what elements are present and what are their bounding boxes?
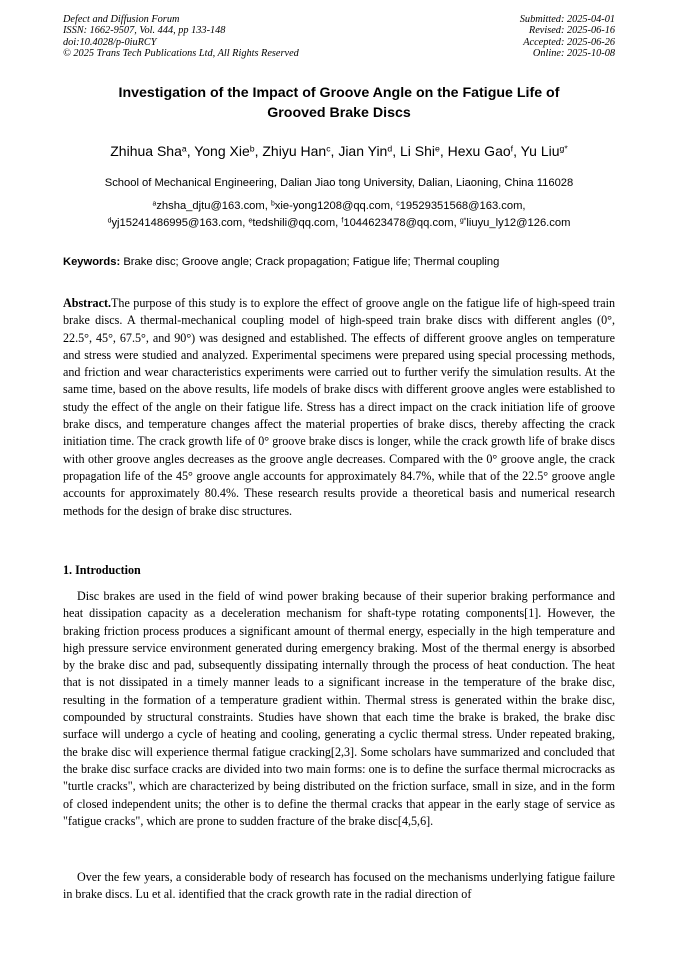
author-name: Yu Liu [520, 143, 560, 159]
accepted-date: Accepted: 2025-06-26 [523, 36, 615, 48]
email-sup: g* [459, 217, 467, 225]
email-sup: b [270, 200, 275, 208]
email-sup: f [341, 217, 344, 225]
author-name: Hexu Gao [447, 143, 511, 159]
email-list [40, 198, 638, 232]
issn: ISSN: 1662-9507, Vol. 444, pp 133-148 [63, 25, 226, 37]
copyright: © 2025 Trans Tech Publications Ltd, All Rights Reserved [63, 48, 299, 60]
section-heading: 1. Introduction [63, 563, 141, 577]
paper-title [63, 83, 615, 123]
email-sup: d [107, 217, 112, 225]
dates-header [520, 14, 615, 60]
author-name: Zhihua Sha [110, 143, 182, 159]
author-sup: c [326, 143, 331, 154]
author-name: Zhiyu Han [262, 143, 327, 159]
email-address[interactable]: 19529351568@163.com, [399, 200, 526, 212]
author-name: Jian Yin [338, 143, 388, 159]
email-line-2 [40, 215, 638, 232]
email-line-1 [40, 198, 638, 215]
abstract-text: The purpose of this study is to explore the effect of groove angle on the fatigue life of high-speed train brake discs. A thermal-mechanical coupling model of high-speed train brake discs with different angles (0°, 22.5°, 45°, 67.5°, and 90°) was designed and established. The effects of different groove angles on temperature and stress were studied and analyzed. Experimental specimens were prepared using special processing methods, and friction and wear characteristics experiments were carried out to further verify the simulation results. At the same time, based on the above results, life models of brake discs with different groove angles were established to study the effect of the angle on their fatigue life. Stress has a direct impact on the crack initiation life of groove brake discs, and temperature changes affect the material properties of brake discs, thereby affecting the crack initiation time. The crack growth life of 0° groove brake discs is longer, while the crack growth life of brake discs with other groove angles decreases as the groove angle decreases. Compared with the 0° groove angle, the crack propagation life of the 45° groove angle accounts for approximately 84.7%, while that of the 22.5° groove angle accounts for approximately 80.4%. These research results provide a theoretical basis and numerical research methods for the design of brake disc structures. [63, 296, 615, 518]
email-address[interactable]: 1044623478@qq.com, [343, 217, 460, 229]
email-address[interactable]: zhsha_djtu@163.com, [156, 200, 271, 212]
email-sup: c [396, 200, 400, 208]
keywords-label: Keywords: [63, 256, 121, 268]
submitted-date: Submitted: 2025-04-01 [519, 14, 615, 25]
email-sup: e [248, 217, 253, 225]
title-line-2: Grooved Brake Discs [267, 105, 411, 121]
affiliation: School of Mechanical Engineering, Dalian Jiao tong University, Dalian, Liaoning, China 116028 [104, 177, 574, 189]
author-name: Yong Xie [194, 143, 250, 159]
online-date: Online: 2025-10-08 [532, 48, 615, 60]
email-address[interactable]: liuyu_ly12@126.com [466, 217, 571, 229]
author-sup: a [181, 143, 187, 154]
journal-header [63, 14, 299, 60]
title-line-1: Investigation of the Impact of Groove Angle on the Fatigue Life of [118, 85, 560, 101]
author-sup: g* [559, 143, 568, 154]
author-list: Zhihua Sha$^a$, Yong Xie$^b$, Zhiyu Han$^c$, Jian Yin$^d$, Li Shi$^e$, Hexu Gao$^f$, Yu Liu$^{g*}$ [110, 143, 568, 159]
author-name: Li Shi [399, 143, 435, 159]
author-sup: f [510, 143, 514, 154]
email-address[interactable]: yj15241486995@163.com, [111, 217, 249, 229]
email-sup: a [152, 200, 157, 208]
journal-name: Defect and Diffusion Forum [63, 14, 180, 25]
doi: doi:10.4028/p-0iuRCY [63, 36, 157, 48]
intro-paragraph-1: Disc brakes are used in the field of wind power braking because of their superior braking performance and heat dissipation capacity as a deceleration mechanism for shaft-type rotating components[1]. However, the braking friction process produces a significant amount of thermal energy, especially in the high temperature and high pressure service environment generated during emergency braking. Most of the thermal energy is absorbed by the brake disc and pad, subsequently dissipating internally through the process of heat conduction. The heat that is not dissipated in a timely manner leads to a significant increase in the temperature of the brake disc, resulting in the formation of a temperature gradient within. Thermal stress is generated within the brake disc, compounded by structural constraints. Studies have shown that each time the brake is braked, the brake disc surface will undergo a cycle of heating and cooling, generating a cyclic thermal stress. Under repeated braking, the brake disc will experience thermal fatigue cracking[2,3]. Some scholars have summarized and concluded that the brake disc surface cracks are divided into two main forms: one is to define the surface thermal microcracks as "turtle cracks", which are characterized by being distributed on the friction surface, small in size, and in the form of closed independent units; the other is to define the thermal cracks that appear in the early stage of service as "fatigue cracks", which are prone to sudden fracture of the brake disc[4,5,6]. [63, 589, 615, 828]
revised-date: Revised: 2025-06-16 [528, 25, 615, 37]
keywords [63, 254, 615, 270]
abstract-label: Abstract. [63, 296, 112, 310]
email-address[interactable]: xie-yong1208@qq.com, [274, 200, 397, 212]
abstract [63, 295, 615, 520]
keywords-text: Brake disc; Groove angle; Crack propagation; Fatigue life; Thermal coupling [123, 256, 500, 268]
intro-paragraph-2: Over the few years, a considerable body of research has focused on the mechanisms underlying fatigue failure in brake discs. Lu et al. identified that the crack growth rate in the radial direction of [63, 870, 615, 902]
author-sup: e [435, 143, 440, 154]
email-address[interactable]: tedshili@qq.com, [252, 217, 342, 229]
author-sup: b [249, 143, 255, 154]
author-sup: d [387, 143, 393, 154]
